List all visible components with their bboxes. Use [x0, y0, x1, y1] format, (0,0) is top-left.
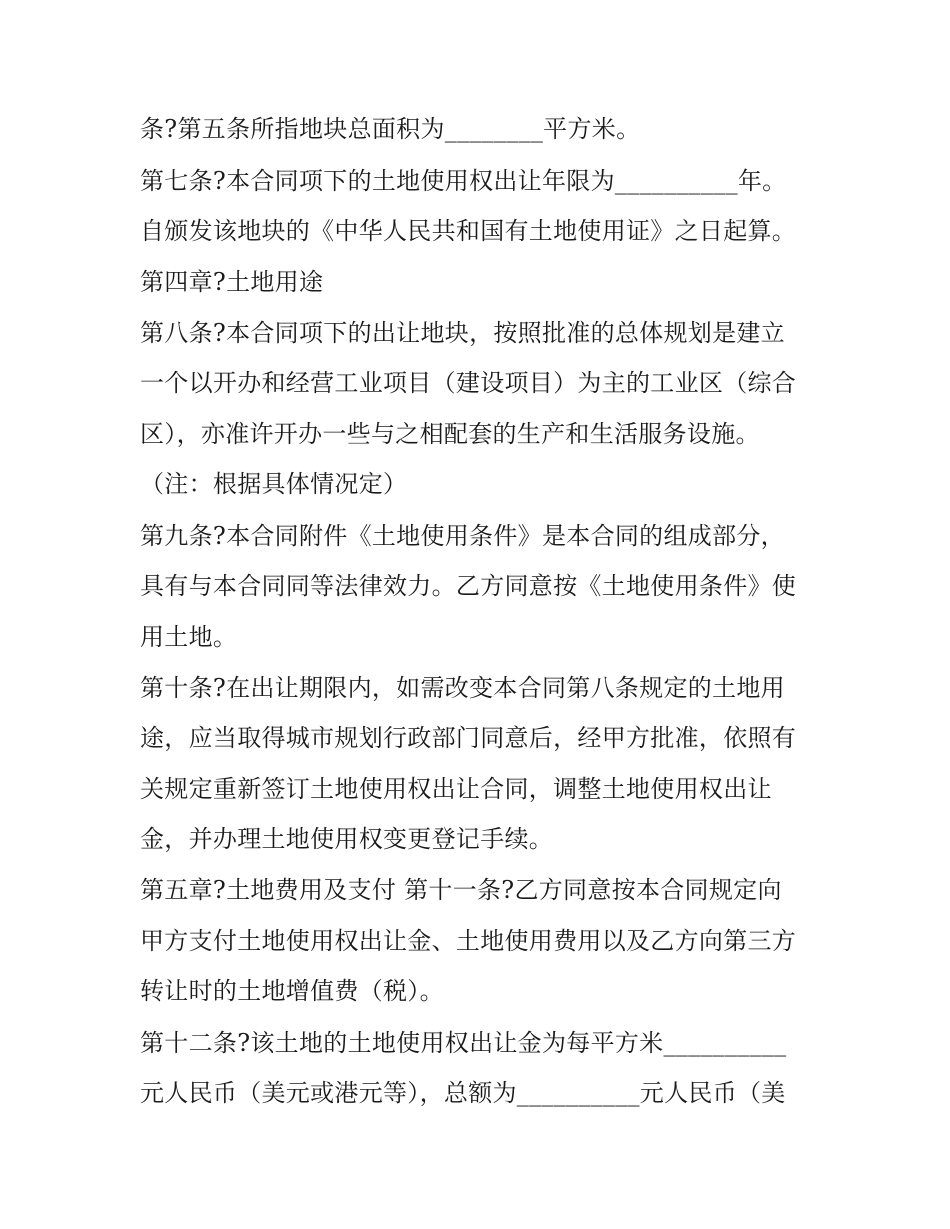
text-line: 元人民币（美元或港元等），总额为__________元人民币（美 — [140, 1079, 786, 1107]
text-line: 途，应当取得城市规划行政部门同意后，经甲方批准，依照有 — [140, 724, 797, 752]
text-line: 第七条?本合同项下的土地使用权出让年限为__________年。 — [140, 167, 787, 195]
text-line: 第五章?土地费用及支付 第十一条?乙方同意按本合同规定向 — [140, 876, 782, 904]
text-line: 第九条?本合同附件《土地使用条件》是本合同的组成部分， — [140, 522, 785, 550]
text-line: 区），亦准许开办一些与之相配套的生产和生活服务设施。 — [140, 420, 760, 448]
text-line: 第十二条?该土地的土地使用权出让金为每平方米__________ — [140, 1029, 787, 1057]
text-line: 自颁发该地块的《中华人民共和国有土地使用证》之日起算。 — [140, 217, 797, 245]
text-line: 关规定重新签订土地使用权出让合同，调整土地使用权出让 — [140, 775, 772, 803]
text-line: 条?第五条所指地块总面积为________平方米。 — [140, 115, 641, 143]
text-line: 甲方支付土地使用权出让金、土地使用费用以及乙方向第三方 — [140, 927, 797, 955]
text-line: （注：根据具体情况定） — [140, 470, 408, 498]
text-line: 第四章?土地用途 — [140, 268, 324, 296]
text-line: 转让时的土地增值费（税）。 — [140, 977, 444, 1005]
text-line: 具有与本合同同等法律效力。乙方同意按《土地使用条件》使 — [140, 572, 797, 600]
text-line: 一个以开办和经营工业项目（建设项目）为主的工业区（综合 — [140, 369, 797, 397]
text-line: 第十条?在出让期限内，如需改变本合同第八条规定的土地用 — [140, 674, 785, 702]
text-line: 第八条?本合同项下的出让地块，按照批准的总体规划是建立 — [140, 319, 785, 347]
text-line: 金，并办理土地使用权变更登记手续。 — [140, 825, 554, 853]
text-line: 用土地。 — [140, 623, 238, 651]
